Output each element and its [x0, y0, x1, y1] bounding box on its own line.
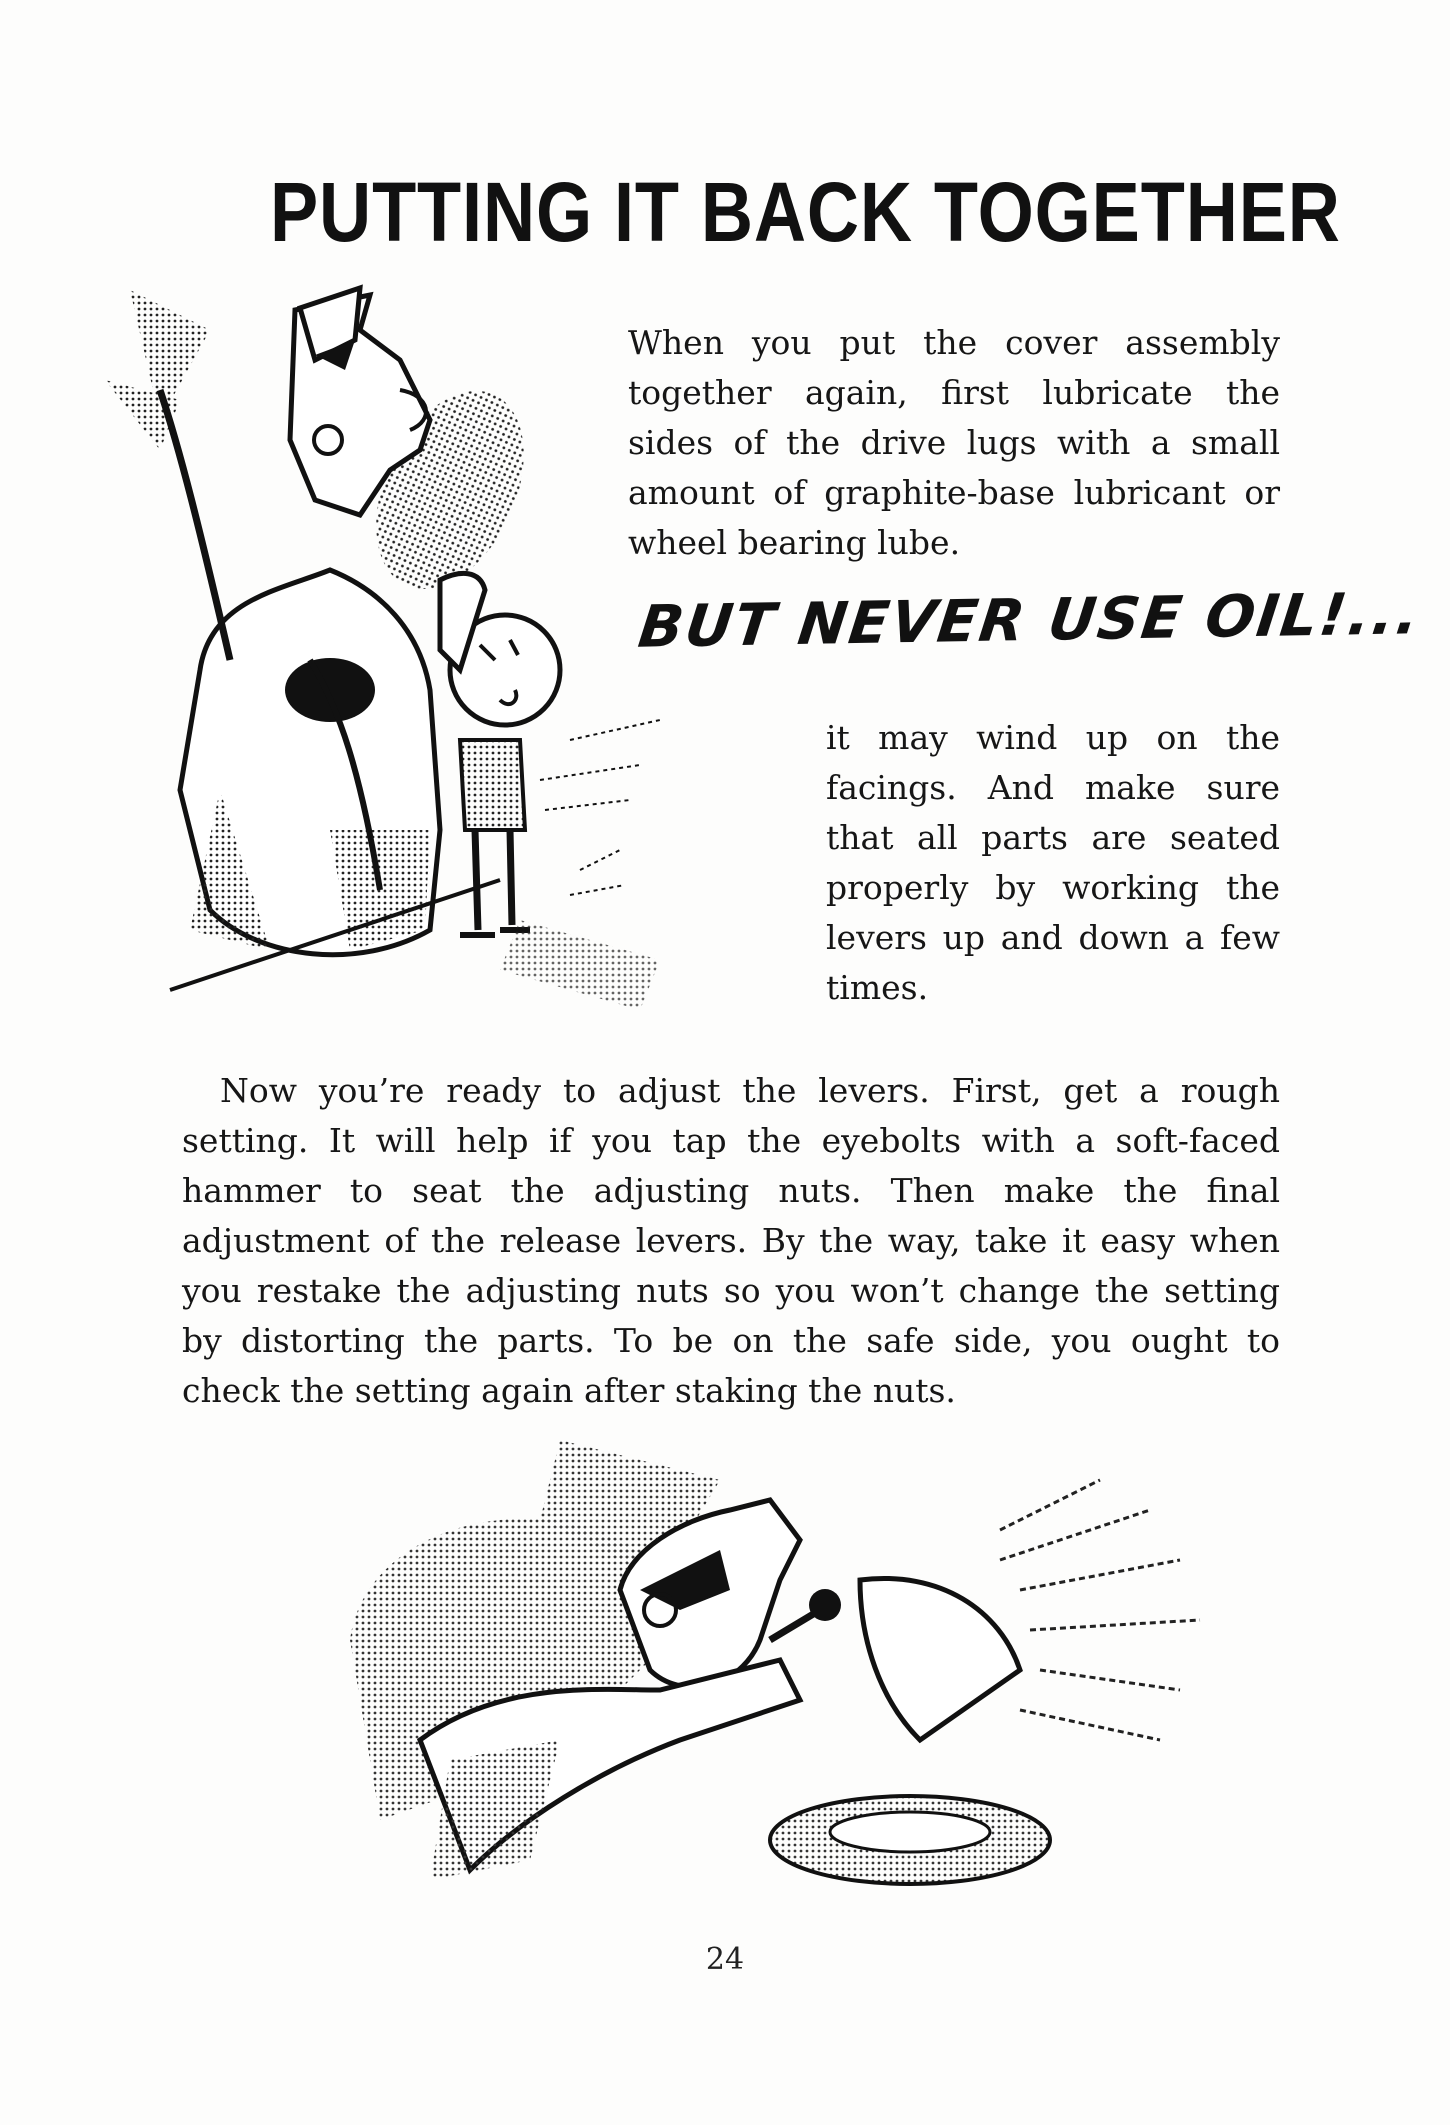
cartoon-mechanic-adjusting-illustration	[300, 1440, 1360, 1940]
page-number: 24	[705, 1942, 745, 1977]
paragraph-facings: it may wind up on the facings. And make sure that all parts are seated properly by working the levers up and down a few times.	[826, 718, 1280, 1007]
warning-never-use-oil: BUT NEVER USE OIL!...	[634, 579, 1425, 661]
paragraph-lubricate: When you put the cover assembly together again, first lubricate the sides of the drive lugs with a small amount of graphite-base lubricant or wheel bearing lube.	[628, 323, 1280, 562]
page-title: PUTTING IT BACK TOGETHER	[270, 165, 1341, 259]
paragraph-adjust-levers: Now you’re ready to adjust the levers. First, get a rough setting. It will help if you tap the eyebolts with a soft-faced hammer to seat the adjusting nuts. Then make the final adjustment of the release levers. By the way, take it easy when you restake the adjusting nuts so you won’t change the setting by distorting the parts. To be on the safe side, you ought to check the setting again after staking the nuts.	[182, 1071, 1280, 1410]
